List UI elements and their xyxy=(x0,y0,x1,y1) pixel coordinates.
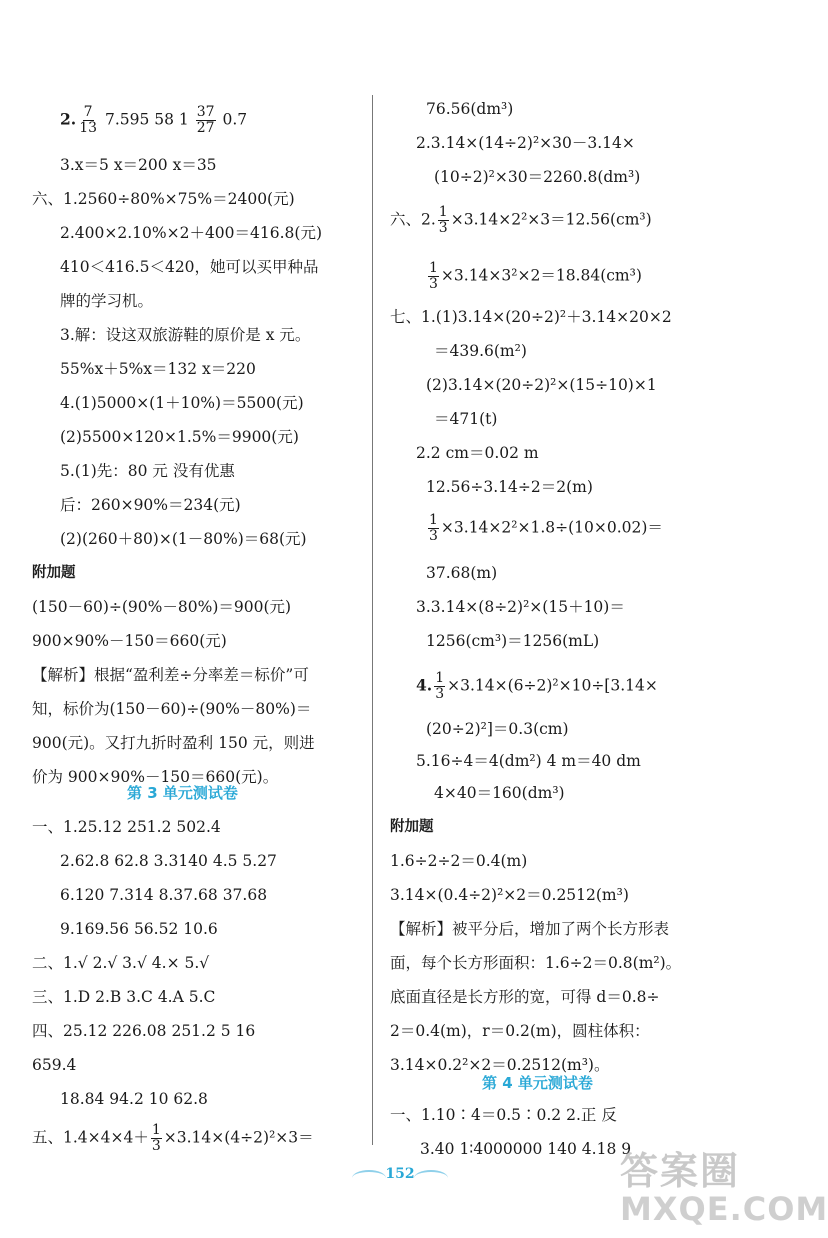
analysis-line: 2＝0.4(m)，r＝0.2(m)，圆柱体积： xyxy=(390,1022,650,1040)
answer-line: 六、1.2560÷80%×75%＝2400(元) xyxy=(32,190,295,208)
answer-line: (10÷2)²×30＝2260.8(dm³) xyxy=(434,168,641,186)
answer-line: 3.14×(0.4÷2)²×2＝0.2512(m³) xyxy=(390,886,629,904)
answer-line: 6.120 7.314 8.37.68 37.68 xyxy=(60,886,268,904)
answer-line: (2)3.14×(20÷2)²×(15÷10)×1 xyxy=(426,376,657,394)
answer-line: 2. $\frac{7}{13}$ 7.595 58 1 $\frac{37}{27}$ 0.7 xyxy=(60,104,248,136)
analysis-line: 价为 900×90%－150＝660(元)。 xyxy=(32,768,279,786)
analysis-line: 900(元)。又打九折时盈利 150 元，则进 xyxy=(32,734,315,752)
page-number: 152 xyxy=(350,1158,450,1198)
answer-line: 三、1.D 2.B 3.C 4.A 5.C xyxy=(32,988,216,1006)
answer-line: 2.3.14×(14÷2)²×30－3.14× xyxy=(416,134,635,152)
answer-line: 五、1.4×4×4＋ $\frac{1}{3}$ ×3.14×(4÷2)²×3＝ xyxy=(32,1122,314,1154)
analysis-line: 【解析】被平分后，增加了两个长方形表 xyxy=(390,920,670,938)
answer-line: (2)(260＋80)×(1－80%)＝68(元) xyxy=(60,530,307,548)
answer-line: 七、1.(1)3.14×(20÷2)²＋3.14×20×2 xyxy=(390,308,672,326)
analysis-line: 面，每个长方形面积：1.6÷2＝0.8(m²)。 xyxy=(390,954,682,972)
answer-line: 后：260×90%＝234(元) xyxy=(60,496,241,514)
answer-line: 12.56÷3.14÷2＝2(m) xyxy=(426,478,593,496)
answer-line: 76.56(dm³) xyxy=(426,100,514,118)
answer-line: 410＜416.5＜420，她可以买甲种品 xyxy=(60,258,319,276)
column-divider xyxy=(372,95,373,1145)
bonus-heading: 附加题 xyxy=(32,565,76,581)
section-title: 第 3 单元测试卷 xyxy=(127,784,238,802)
answer-line: 1256(cm³)＝1256(mL) xyxy=(426,632,600,650)
section-title: 第 4 单元测试卷 xyxy=(482,1074,593,1092)
answer-line: 4×40＝160(dm³) xyxy=(434,784,565,802)
answer-line: 9.169.56 56.52 10.6 xyxy=(60,920,218,938)
answer-line: 2.2 cm＝0.02 m xyxy=(416,444,539,462)
answer-line: 六、2. $\frac{1}{3}$ ×3.14×2²×3＝12.56(cm³) xyxy=(390,204,652,236)
answer-line: ＝439.6(m²) xyxy=(434,342,527,360)
answer-line: 5.16÷4＝4(dm²) 4 m＝40 dm xyxy=(416,752,641,770)
answer-line: 18.84 94.2 10 62.8 xyxy=(60,1090,208,1108)
answer-line: 4.(1)5000×(1＋10%)＝5500(元) xyxy=(60,394,304,412)
answer-line: 900×90%－150＝660(元) xyxy=(32,632,227,650)
watermark: 答案圈 MXQE.COM xyxy=(620,1149,828,1228)
answer-line: (150－60)÷(90%－80%)＝900(元) xyxy=(32,598,292,616)
analysis-line: 底面直径是长方形的宽，可得 d＝0.8÷ xyxy=(390,988,660,1006)
analysis-line: 知，标价为(150－60)÷(90%－80%)＝ xyxy=(32,700,312,718)
answer-line: 3.x＝5 x＝200 x＝35 xyxy=(60,156,217,174)
answer-line: 四、25.12 226.08 251.2 5 16 xyxy=(32,1022,256,1040)
answer-line: 5.(1)先：80 元 没有优惠 xyxy=(60,462,235,480)
answer-line: 659.4 xyxy=(32,1056,77,1074)
answer-line: 一、1.25.12 251.2 502.4 xyxy=(32,818,221,836)
answer-line: 牌的学习机。 xyxy=(60,292,154,310)
answer-line: $\frac{1}{3}$ ×3.14×2²×1.8÷(10×0.02)＝ xyxy=(429,512,663,544)
answer-line: 55%x＋5%x＝132 x＝220 xyxy=(60,360,256,378)
answer-line: 二、1.√ 2.√ 3.√ 4.× 5.√ xyxy=(32,954,210,972)
analysis-line: 【解析】根据“盈利差÷分率差＝标价”可 xyxy=(32,666,309,684)
answer-line: 1.6÷2÷2＝0.4(m) xyxy=(390,852,528,870)
answer-line: 2.62.8 62.8 3.3140 4.5 5.27 xyxy=(60,852,277,870)
analysis-line: 3.14×0.2²×2＝0.2512(m³)。 xyxy=(390,1056,610,1074)
answer-line: 一、1.10∶4＝0.5∶0.2 2.正 反 xyxy=(390,1106,617,1124)
answer-line: 3.解：设这双旅游鞋的原价是 x 元。 xyxy=(60,326,311,344)
answer-line: $\frac{1}{3}$ ×3.14×3²×2＝18.84(cm³) xyxy=(429,260,642,292)
answer-line: 3.3.14×(8÷2)²×(15＋10)＝ xyxy=(416,598,625,616)
answer-line: (2)5500×120×1.5%＝9900(元) xyxy=(60,428,299,446)
answer-line: 2.400×2.10%×2＋400＝416.8(元) xyxy=(60,224,323,242)
bonus-heading: 附加题 xyxy=(390,819,434,835)
answer-line: 4. $\frac{1}{3}$ ×3.14×(6÷2)²×10÷[3.14× xyxy=(416,670,658,702)
answer-line: 3.40 1∶4000000 140 4.18 9 xyxy=(420,1140,632,1158)
answer-line: 37.68(m) xyxy=(426,564,498,582)
answer-line: ＝471(t) xyxy=(434,410,498,428)
answer-line: (20÷2)²]＝0.3(cm) xyxy=(426,720,569,738)
